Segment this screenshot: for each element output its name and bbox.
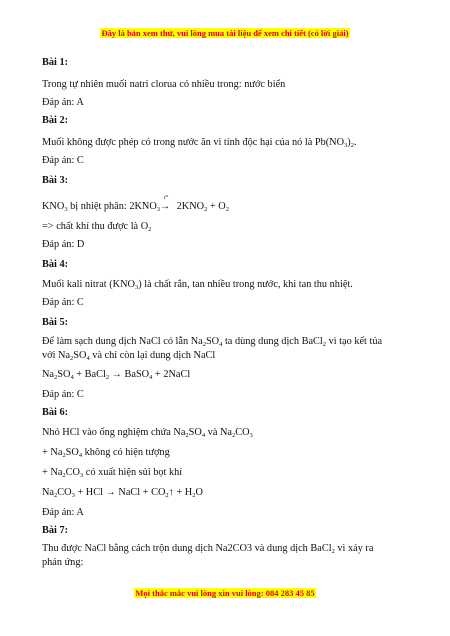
b2-text-part: . — [353, 137, 357, 148]
subscript: 4 — [149, 374, 153, 381]
subscript: 2 — [185, 432, 189, 439]
b6-text-part: SO — [65, 447, 79, 458]
subscript: 3 — [249, 432, 253, 439]
b5-text-part: Để làm sạch dung dịch NaCl có lẫn Na — [42, 336, 203, 347]
b4-text-part: Muối kali nitrat (KNO — [42, 279, 135, 290]
b7-text-part: Thu được NaCl bằng cách trộn dung dịch Na2CO3 và dung dịch BaCl — [42, 543, 332, 554]
subscript: 4 — [78, 452, 83, 459]
b1-text: Trong tự nhiên muối natri clorua có nhiều trong: nước biển — [42, 79, 286, 90]
eq-part: → BaSO — [109, 369, 150, 380]
b4-title: Bài 4: — [42, 259, 69, 270]
subscript: 2 — [192, 492, 196, 499]
eq-part: + 2NaCl — [152, 369, 191, 380]
subscript: 2 — [54, 374, 58, 381]
b4-text — [42, 278, 353, 292]
subscript: 2 — [204, 206, 208, 213]
preview-banner-text: Đây là bản xem thử, vui lòng mua tài liệu để xem chi tiết (có lời giải) — [101, 28, 349, 38]
b6-answer: Đáp án: A — [42, 507, 84, 518]
b2-text-part: Muối không được phép có trong nước ăn vì tính độc hại của nó là Pb(NO — [42, 137, 345, 148]
subscript: 4 — [219, 341, 223, 348]
b7-title: Bài 7: — [42, 525, 69, 536]
b1-title: Bài 1: — [42, 57, 69, 68]
subscript: 4 — [86, 355, 90, 362]
b6-text-part: Nhỏ HCl vào ống nghiệm chứa Na — [42, 427, 186, 438]
b7-text-part: vì xảy ra — [334, 543, 374, 554]
subscript: 3 — [134, 284, 139, 291]
subscript: 3 — [71, 492, 75, 499]
subscript: 3 — [64, 206, 68, 213]
subscript: 2 — [331, 548, 335, 555]
eq-part: bị nhiệt phân: 2KNO — [67, 201, 157, 212]
b5-text-part: ta dùng dung dịch BaCl — [222, 336, 323, 347]
eq-part: + BaCl — [73, 369, 106, 380]
contact-banner-text: Mọi thắc mắc vui lòng xin vui lòng: 084 283 45 85 — [135, 588, 315, 598]
eq-part: + HCl → NaCl + CO — [74, 487, 166, 498]
b5-line1 — [42, 335, 382, 349]
eq-part: + O — [207, 201, 226, 212]
b6-text-part: SO — [188, 427, 202, 438]
b5-answer: Đáp án: C — [42, 389, 84, 400]
b2-text-part: ) — [347, 137, 351, 148]
b3-text-part: => chất khí thu được là O — [42, 221, 149, 232]
b5-text-part: với Na — [42, 350, 71, 361]
b5-title: Bài 5: — [42, 317, 69, 328]
b2-title: Bài 2: — [42, 115, 69, 126]
b2-text — [42, 136, 357, 150]
b4-text-part: ) là chất rắn, tan nhiều trong nước, khi tan thu nhiệt. — [138, 279, 353, 290]
subscript: 2 — [165, 492, 169, 499]
subscript: 2 — [322, 341, 327, 348]
b6-text-part: + Na — [42, 467, 63, 478]
b6-line3 — [42, 466, 182, 480]
eq-part: Na — [42, 369, 55, 380]
arrow-icon: → — [160, 201, 171, 212]
b2-answer: Đáp án: C — [42, 155, 84, 166]
b6-text-part: và Na — [205, 427, 232, 438]
heat-label: t° — [164, 195, 169, 201]
b6-title: Bài 6: — [42, 407, 69, 418]
b4-answer: Đáp án: C — [42, 297, 84, 308]
b6-equation — [42, 486, 203, 500]
subscript: 2 — [62, 472, 66, 479]
subscript: 2 — [225, 206, 229, 213]
b6-line2 — [42, 446, 170, 460]
b5-line2 — [42, 349, 215, 363]
b7-line2: phản ứng: — [42, 557, 84, 568]
eq-part: 2KNO — [174, 201, 205, 212]
b6-line1 — [42, 426, 253, 440]
preview-banner — [0, 28, 450, 38]
subscript: 2 — [70, 355, 74, 362]
b1-answer: Đáp án: A — [42, 97, 84, 108]
subscript: 2 — [62, 452, 66, 459]
subscript: 2 — [231, 432, 236, 439]
eq-part: O — [195, 487, 203, 498]
b7-line1 — [42, 542, 373, 556]
eq-part: Na — [42, 487, 55, 498]
subscript: 2 — [54, 492, 58, 499]
subscript: 2 — [350, 142, 354, 149]
subscript: 4 — [201, 432, 206, 439]
b3-title: Bài 3: — [42, 175, 69, 186]
subscript: 2 — [148, 226, 152, 233]
b3-text — [42, 220, 151, 234]
subscript: 4 — [70, 374, 74, 381]
subscript: 2 — [202, 341, 206, 348]
b5-text-part: vì tạo kết tủa — [326, 336, 383, 347]
b6-text-part: CO — [235, 427, 250, 438]
b5-text-part: SO — [73, 350, 87, 361]
b3-answer: Đáp án: D — [42, 239, 85, 250]
b5-text-part: và chỉ còn lại dung dịch NaCl — [89, 350, 216, 361]
subscript: 3 — [156, 206, 161, 213]
b6-text-part: + Na — [42, 447, 63, 458]
eq-part: SO — [57, 369, 71, 380]
b5-text-part: SO — [205, 336, 220, 347]
subscript: 2 — [105, 374, 110, 381]
b6-text-part: không có hiện tượng — [82, 447, 170, 458]
b5-equation — [42, 368, 190, 382]
b6-text-part: có xuất hiện sủi bọt khí — [83, 467, 183, 478]
subscript: 3 — [344, 142, 348, 149]
eq-part: KNO — [42, 201, 65, 212]
subscript: 3 — [79, 472, 84, 479]
contact-banner — [0, 588, 450, 598]
eq-part: CO — [57, 487, 72, 498]
heat-arrow — [160, 195, 174, 214]
b3-equation — [42, 195, 229, 214]
b6-text-part: CO — [65, 467, 80, 478]
eq-part: ↑ + H — [168, 487, 193, 498]
